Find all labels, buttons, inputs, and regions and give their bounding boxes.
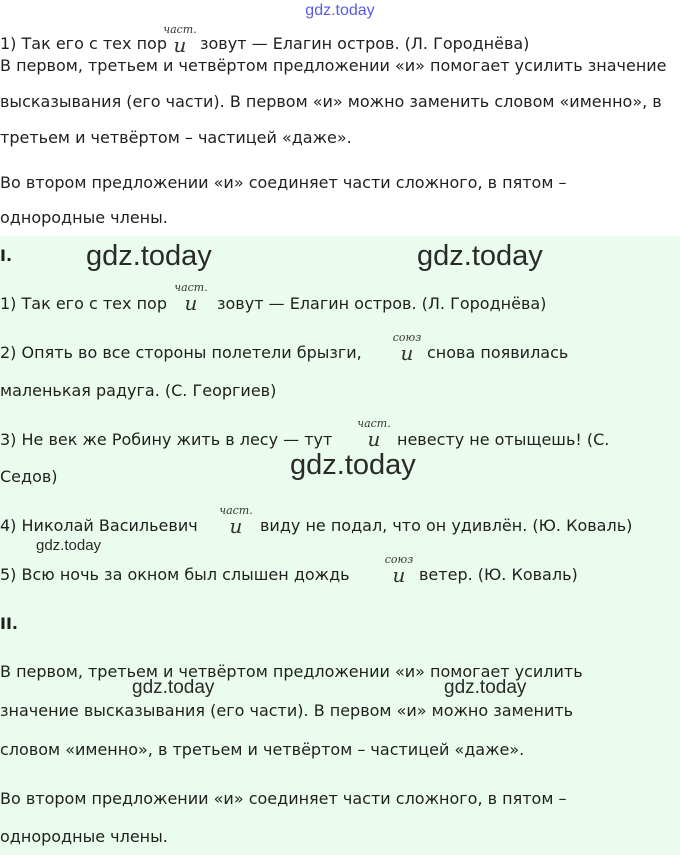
watermark-4: gdz.today [36, 537, 102, 554]
top-paragraph2-line-2: однородные члены. [0, 208, 168, 227]
watermark-2: gdz.today [417, 240, 543, 272]
watermark-3: gdz.today [290, 449, 416, 481]
sentence-4-after: виду не подал, что он удивлён. (Ю. Коваль) [260, 516, 633, 535]
sentence-3-mark-letter: и [367, 427, 381, 451]
sentence-2-mark [387, 331, 427, 365]
clipped-particle-mark [160, 23, 200, 57]
sentence-4-mark [216, 504, 256, 538]
section2-paragraph-line-1: В первом, третьем и четвёртом предложении «и» помогает усилить [0, 662, 583, 681]
sentence-4-mark-label: част. [219, 504, 253, 517]
top-paragraph-line-1: В первом, третьем и четвёртом предложении «и» помогает усилить значение [0, 56, 667, 75]
top-paragraph-line-2: высказывания (его части). В первом «и» можно заменить словом «именно», в [0, 92, 662, 111]
sentence-3-before: 3) Не век же Робину жить в лесу — тут [0, 430, 333, 449]
sentence-5-after: ветер. (Ю. Коваль) [419, 565, 578, 584]
clipped-mark-label: част. [163, 23, 197, 36]
sentence-2-before: 2) Опять во все стороны полетели брызги, [0, 343, 362, 362]
watermark-1: gdz.today [86, 240, 212, 272]
top-paragraph-line-3: третьем и четвёртом – частицей «даже». [0, 128, 352, 147]
sentence-2-after: снова появилась [427, 343, 569, 362]
section2-paragraph-line-3: словом «именно», в третьем и четвёртом – частицей «даже». [0, 740, 525, 759]
sentence-1-after: зовут — Елагин остров. (Л. Городнёва) [217, 294, 547, 313]
clipped-mark-letter: и [173, 33, 187, 57]
top-paragraph2-line-1: Во втором предложении «и» соединяет части сложного, в пятом – [0, 173, 567, 192]
sentence-1-before: 1) Так его с тех пор [0, 294, 167, 313]
sentence-5-mark-label: союз [384, 553, 414, 566]
sentence-3-mark [354, 417, 394, 451]
clipped-sentence-line [0, 33, 680, 57]
sentence-5-before: 5) Всю ночь за окном был слышен дождь [0, 565, 350, 584]
answer-block [0, 236, 680, 855]
section2-paragraph2-line-2: однородные члены. [0, 827, 168, 846]
sentence-2-mark-letter: и [400, 341, 414, 365]
sentence-1-mark [171, 281, 211, 315]
sentence-5-mark-letter: и [392, 563, 406, 587]
sentence-3-continuation: Седов) [0, 467, 58, 486]
clipped-sentence-after: зовут — Елагин остров. (Л. Городнёва) [200, 34, 530, 53]
sentence-4-before: 4) Николай Васильевич [0, 516, 198, 535]
clipped-sentence-before: 1) Так его с тех пор [0, 34, 167, 53]
top-watermark: gdz.today [305, 2, 375, 19]
sentence-3-after: невесту не отыщешь! (С. [397, 430, 610, 449]
section2-heading: II. [0, 614, 18, 633]
sentence-1-mark-label: част. [174, 281, 208, 294]
watermark-5: gdz.today [132, 677, 215, 698]
watermark-6: gdz.today [444, 677, 527, 698]
section2-paragraph2-line-1: Во втором предложении «и» соединяет части сложного, в пятом – [0, 789, 567, 808]
section2-paragraph-line-2: значение высказывания (его части). В первом «и» можно заменить [0, 701, 574, 720]
sentence-2-mark-label: союз [392, 331, 422, 344]
sentence-2-continuation: маленькая радуга. (С. Георгиев) [0, 381, 277, 400]
sentence-5-mark [379, 553, 419, 587]
section1-heading: I. [0, 246, 13, 265]
sentence-3-mark-label: част. [357, 417, 391, 430]
sentence-1-mark-letter: и [184, 291, 198, 315]
sentence-4-mark-letter: и [229, 514, 243, 538]
